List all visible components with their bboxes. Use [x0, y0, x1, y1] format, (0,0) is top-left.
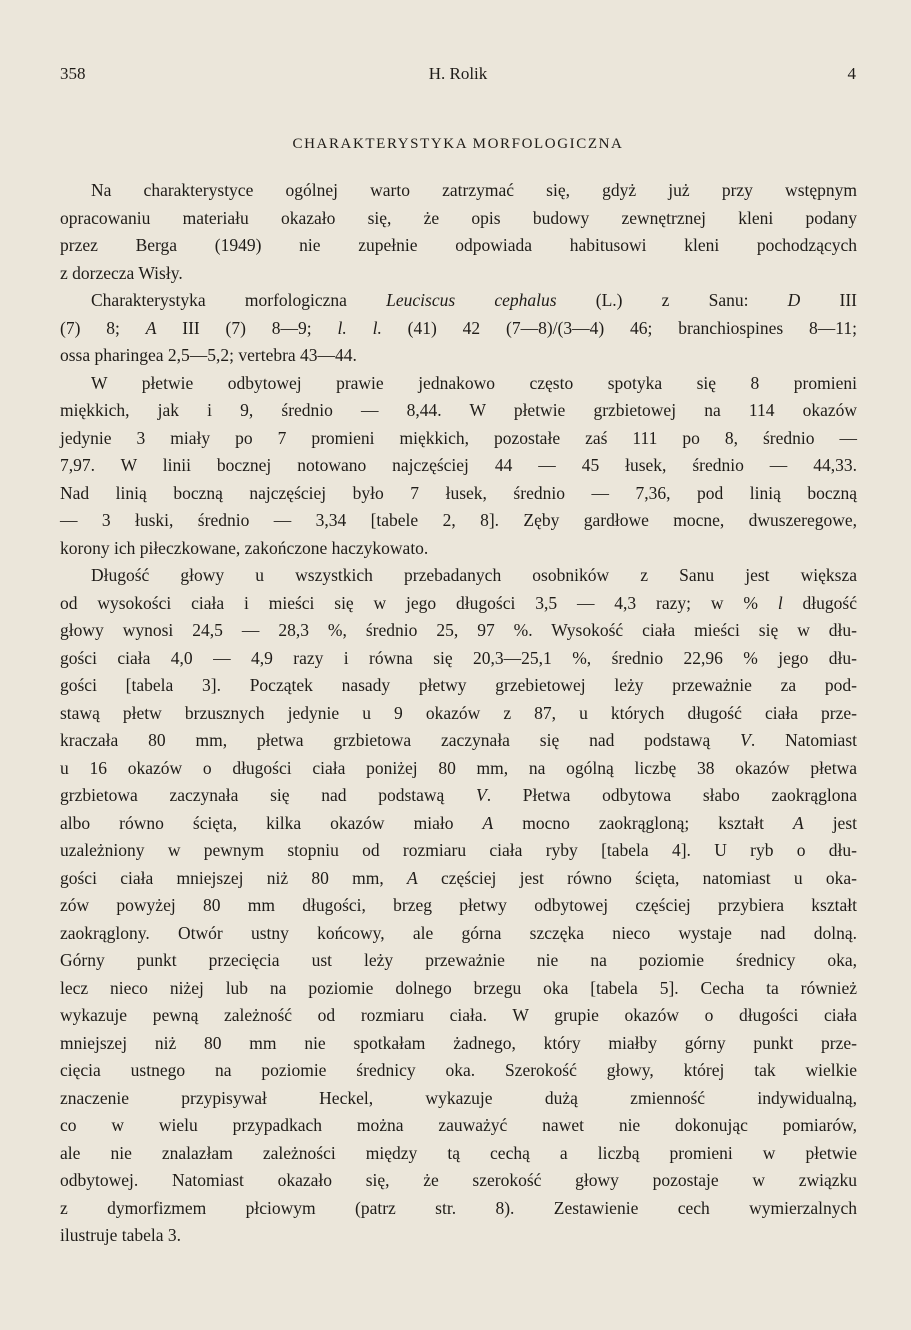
text-line [60, 782, 857, 810]
text-line [60, 1085, 857, 1113]
text-segment: uzależniony w pewnym stopniu od rozmiaru ciała ryby [tabela 4]. U ryb o dłu- [60, 840, 857, 860]
text-segment: opracowaniu materiału okazało się, że opis budowy zewnętrznej kleni podany [60, 207, 857, 228]
text-segment: (L.) z Sanu: [556, 290, 788, 310]
text-segment: 7,97. W linii bocznej notowano najczęściej 44 — 45 łusek, średnio — 44,33. [60, 455, 857, 475]
text-segment: Charakterystyka morfologiczna [91, 290, 387, 310]
text-line [60, 425, 857, 453]
text-segment: zów powyżej 80 mm długości, brzeg płetwy odbytowej częściej przybiera kształt [60, 895, 857, 915]
text-line [60, 452, 857, 480]
text-line [60, 260, 857, 288]
text-line [60, 755, 857, 783]
text-line [60, 700, 857, 728]
text-segment: albo równo ścięta, kilka okazów miało [60, 812, 483, 833]
text-line [60, 397, 857, 425]
text-segment: u 16 okazów o długości ciała poniżej 80 mm, na ogólną liczbę 38 okazów płetwa [60, 757, 857, 778]
running-head-author: H. Rolik [428, 64, 488, 83]
text-line [60, 232, 857, 260]
text-line [60, 1195, 857, 1223]
text-segment: z dorzecza Wisły. [60, 262, 183, 283]
text-segment: od wysokości ciała i mieści się w jego długości 3,5 — 4,3 razy; w % [60, 592, 778, 613]
text-segment: lecz nieco niżej lub na poziomie dolnego brzegu oka [tabela 5]. Cecha ta również [60, 977, 857, 998]
text-line [60, 1140, 857, 1168]
text-line [60, 892, 857, 920]
text-segment: przez Berga (1949) nie zupełnie odpowiada habitusowi kleni pochodzących [60, 235, 857, 255]
text-line [60, 810, 857, 838]
text-segment: gości ciała mniejszej niż 80 mm, [60, 867, 408, 888]
text-segment: stawą płetw brzusznych jedynie u 9 okazów z 87, u których długość ciała prze- [60, 702, 857, 723]
text-line [60, 1030, 857, 1058]
text-line [60, 177, 857, 205]
italic-text: A [145, 317, 157, 338]
text-line [60, 865, 857, 893]
text-segment: Na charakterystyce ogólnej warto zatrzymać się, gdyż już przy wstępnym [91, 180, 857, 200]
text-segment: wykazuje pewną zależność od rozmiaru ciała. W grupie okazów o długości ciała [60, 1005, 857, 1025]
text-line [60, 480, 857, 508]
text-line [60, 947, 857, 975]
text-segment: głowy wynosi 24,5 — 28,3 %, średnio 25, 97 %. Wysokość ciała mieści się w dłu- [60, 620, 857, 640]
text-segment: znaczenie przypisywał Heckel, wykazuje dużą zmienność indywidualną, [60, 1087, 857, 1108]
text-segment: miękkich, jak i 9, średnio — 8,44. W płetwie grzbietowej na 114 okazów [60, 400, 857, 420]
text-line [60, 837, 857, 865]
text-line [60, 727, 857, 755]
text-line [60, 1167, 857, 1195]
text-segment: ilustruje tabela 3. [60, 1225, 182, 1245]
text-line [60, 1222, 857, 1250]
body-text [60, 177, 857, 1250]
text-line [60, 920, 857, 948]
text-line [60, 370, 857, 398]
text-line [60, 1002, 857, 1030]
text-line [60, 1112, 857, 1140]
italic-text: D [787, 290, 801, 310]
text-segment: III [800, 290, 857, 310]
text-line [60, 562, 857, 590]
text-line [60, 315, 857, 343]
text-segment: W płetwie odbytowej prawie jednakowo często spotyka się 8 promieni [91, 372, 857, 393]
italic-text: A [792, 812, 804, 833]
text-segment: ossa pharingea 2,5—5,2; vertebra 43—44. [60, 345, 357, 365]
text-line [60, 205, 857, 233]
text-segment: z dymorfizmem płciowym (patrz str. 8). Zestawienie cech wymierzalnych [60, 1197, 857, 1218]
text-line [60, 672, 857, 700]
italic-text: V [476, 785, 487, 805]
text-segment: cięcia ustnego na poziomie średnicy oka. Szerokość głowy, której tak wielkie [60, 1060, 857, 1080]
text-segment: III (7) 8—9; [156, 317, 338, 338]
text-line [60, 617, 857, 645]
text-segment: — 3 łuski, średnio — 3,34 [tabele 2, 8]. Zęby gardłowe mocne, dwuszeregowe, [60, 510, 857, 530]
text-line [60, 507, 857, 535]
text-line [60, 1057, 857, 1085]
text-segment: korony ich piłeczkowane, zakończone haczykowato. [60, 537, 429, 558]
text-line [60, 342, 857, 370]
italic-text: Leuciscus cephalus [386, 290, 557, 310]
text-segment: częściej jest równo ścięta, natomiast u oka- [417, 867, 857, 888]
text-segment: (7) 8; [60, 317, 146, 338]
text-segment: mocno zaokrągloną; kształt [493, 812, 793, 833]
text-segment: mniejszej niż 80 mm nie spotkałam żadnego, który miałby górny punkt prze- [60, 1032, 857, 1053]
text-segment: jest [803, 812, 857, 833]
text-segment: co w wielu przypadkach można zauważyć nawet nie dokonując pomiarów, [60, 1115, 857, 1135]
text-line [60, 645, 857, 673]
italic-text: l [777, 592, 783, 613]
text-line [60, 287, 857, 315]
running-head-number: 4 [847, 64, 856, 83]
italic-text: A [407, 867, 418, 888]
text-segment: kraczała 80 mm, płetwa grzbietowa zaczynała się nad podstawą [60, 730, 741, 750]
text-segment: odbytowej. Natomiast okazało się, że szerokość głowy pozostaje w związku [60, 1170, 857, 1190]
italic-text: V [740, 730, 751, 750]
text-segment: . Natomiast [750, 730, 857, 750]
text-segment: gości [tabela 3]. Początek nasady płetwy grzebietowej leży przeważnie za pod- [60, 675, 857, 695]
text-segment: długość [782, 592, 857, 613]
text-segment: Nad linią boczną najczęściej było 7 łusek, średnio — 7,36, pod linią boczną [60, 482, 857, 503]
text-segment: grzbietowa zaczynała się nad podstawą [60, 785, 477, 805]
text-line [60, 590, 857, 618]
text-segment: jedynie 3 miały po 7 promieni miękkich, pozostałe zaś 111 po 8, średnio — [60, 427, 857, 448]
text-segment: gości ciała 4,0 — 4,9 razy i równa się 20,3—25,1 %, średnio 22,96 % jego dłu- [60, 647, 857, 668]
text-segment: Długość głowy u wszystkich przebadanych osobników z Sanu jest większa [91, 565, 857, 585]
text-line [60, 975, 857, 1003]
text-segment: Górny punkt przecięcia ust leży przeważnie nie na poziomie średnicy oka, [60, 950, 857, 970]
text-segment: ale nie znalazłam zależności między tą cechą a liczbą promieni w płetwie [60, 1142, 857, 1163]
text-segment: . Płetwa odbytowa słabo zaokrąglona [486, 785, 857, 805]
italic-text: A [482, 812, 494, 833]
text-segment: zaokrąglony. Otwór ustny końcowy, ale górna szczęka nieco wystaje nad dolną. [60, 922, 857, 943]
section-title: CHARAKTERYSTYKA MORFOLOGICZNA [292, 136, 624, 152]
page-number: 358 [60, 64, 86, 83]
text-segment: (41) 42 (7—8)/(3—4) 46; branchiospines 8—11; [381, 317, 857, 338]
text-line [60, 535, 857, 563]
italic-text: l. l. [337, 317, 382, 338]
